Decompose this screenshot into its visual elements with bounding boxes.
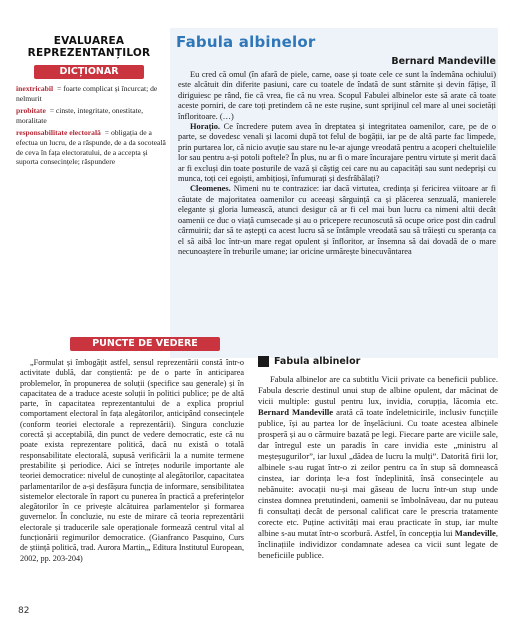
puncte-de-vedere-text: „Formulat și îmbogățit astfel, sensul reprezentării constă într-o activitate dublă, dar conștientă: pe de o parte în anticiparea problemelor, în propunerea de soluții (specifice sau generale) și în capacitatea de a traduce aceste soluții în politici publice; pe de altă parte, în capacitatea reprezentantului de a explica propriul comportament electoral în fața alegătorilor, anticipând consecințele (conform teoriei electorale a reprezentării). Singura concluzie corectă și acceptabilă, din punct de vedere democratic, este că nu poate exista reprezentare politică, dacă nu există o totală responsabilitate electorală, supusă verificării la a numite termene prestabilite și periodice. Aici se întrețes nodurile importante ale teoriei democratice: nivelul de cunoștințe al alegătorilor, capacitatea parlamentarilor de a-și desfășura funcția de informare, sensibilitatea sistemelor electorale în raport cu punerea în practică a preferințelor alegătorilor în ce privește alcătuirea parlamentelor și formarea guvernelor. În concluzie, nu este de mirare că teoria reprezentării electorale și traducerile sale operaționale formează centrul vital al funcționării regimurilor democratice. (Gianfranco Pasquino, Curs de știință politică, trad. Aurora Martin,„ Editura Institutul European, 2002, pp. 203-204) bbox=[20, 358, 244, 563]
dict-definition: = obligația de a efectua un lucru, de a răspunde, de a da socoteală de ceva în fața electoratului, de a accepta și suporta consecințele; răspundere bbox=[16, 128, 166, 167]
commentary-text: Fabula albinelor are ca subtitlu Vicii private ca beneficii publice. Fabula descrie destinul unui stup de albine opulent, dar măcinat de vicii multiple: gustul pentru lux, invidia, corupția, lăcomia etc. Bernard Mandeville arată că toate îndeletnicirile, inclusiv funcțiile publice, își au partea lor de înșelăciuni. Cu toate acestea albinele prosperă și au o cărmuire bazată pe legi. Fiecare parte are viciile sale, dar întregul este un paradis în care invidia este „ministru al meșteșugurilor”, iar luxul „dădea de lucru la mulți”. Datorită firii lor, albinele s-au rugat într-o zi zeilor pentru ca în stup să domnească cinstea, iar dorința le-a fost îndeplinită, însă consecințele au nebănuite: avocații nu-și mai găseau de lucru într-un stup unde cinstea domnea pretutindeni, oamenii se îmbolnăveau, dar nu puteau fi consultați decât de personal calificat care le prescria tratamente corecte etc. Puține activități mai erau practicate în stup, iar multe albine s-au mutat într-o scorbură. Astfel, în concepția lui Mandeville, înclinațiile individizor condamnate adesea ca vicii sunt legate de beneficiile publice. bbox=[258, 374, 498, 560]
puncte-de-vedere-banner: PUNCTE DE VEDERE bbox=[70, 337, 220, 351]
dict-definition: = foarte complicat și încurcat; de nelmurit bbox=[16, 84, 158, 103]
sidebar-glossary bbox=[12, 28, 166, 322]
dict-entry bbox=[16, 128, 166, 166]
commentary-heading: Fabula albinelor bbox=[258, 356, 360, 367]
article-title: Fabula albinelor bbox=[176, 33, 316, 51]
bullet-square-icon bbox=[258, 356, 269, 367]
article-paragraph: Eu cred că omul (în afară de piele, carne, oase și toate cele ce sunt la îndemâna ochiului) este alcătuit din diferite pasiuni, care cu toatele de îndată de sunt stârnite și devin fățișe, îl diriguiesc pe rând, fie că vrea, fie că nu vrea. Scopul Fabulei albinelor este să arate că toate aceste porniri, de care toți pretindem că ne este rușine, sunt sprijinul cel mare al unei societăți înfloritoare. (…) bbox=[178, 70, 496, 121]
dict-term: inextricabil bbox=[16, 84, 54, 93]
sidebar-title: EVALUAREA REPREZENTANȚILOR bbox=[27, 35, 151, 59]
dict-definition: = cinste, integritate, onestitate, moralitate bbox=[16, 106, 143, 125]
dictionary-list bbox=[12, 84, 166, 167]
page-number: 82 bbox=[18, 606, 30, 616]
article-paragraph: Cleomenes. Nimeni nu te contrazice: iar dacă virtutea, credința și fericirea viitoare ar fi căutate de majoritatea oamenilor cu aceeași sârguință ca și plăcerea senzuală, manierele elegante și gloria lumească, atunci desigur că ar fi cel mai bun lucru ca nimeni altii decât oamenii ce duc o viață cumsecade și au o pricepere recunoscută să ocupe orice post din cadrul cârmuirii; dar să te aștepți ca acest lucru să se întâmple vreodată sau să trăiești cu speranța ca el să aibă loc într-un mare regat opulent și înfloritor, ar însemna să dai dovadă de o mare necunoaștere în treburile umane; iar oricine urmărește binecuvântarea bbox=[178, 184, 496, 256]
dict-entry bbox=[16, 106, 166, 125]
article-body bbox=[178, 70, 496, 257]
dict-term: responsabilitate electorală bbox=[16, 128, 101, 138]
dictionary-banner: DICȚIONAR bbox=[34, 65, 144, 79]
article-paragraph: Horațio. Ce încredere putem avea în dreptatea și integritatea oamenilor, care, pe de o parte, se dovedesc venali și lacomi după tot felul de bogății, iar pe de altă parte fac limpede, prin purtarea lor, că nicio avuție sau stare nu le-ar ajunge vreodată pentru a acoperi cheltuielile lor sau pentru a-și potoli poftele? În plus, nu ar fi o mare încurajare pentru virtute și merit dacă ar fi excluși din toate posturile de vază și câștig cei care nu au capacități sau sunt nedepriși cu munca, toți cei egoiști, ambițioși, înfumurați și desfrâbălați? bbox=[178, 122, 496, 184]
speaker-name: Horațio. bbox=[190, 122, 221, 132]
author-name: Bernard Mandeville bbox=[258, 407, 334, 417]
speaker-name: Cleomenes. bbox=[190, 184, 231, 194]
author-name: Mandeville bbox=[454, 528, 496, 538]
dict-term: probitate bbox=[16, 106, 46, 116]
dict-entry bbox=[16, 84, 166, 103]
article-author: Bernard Mandeville bbox=[391, 56, 496, 67]
